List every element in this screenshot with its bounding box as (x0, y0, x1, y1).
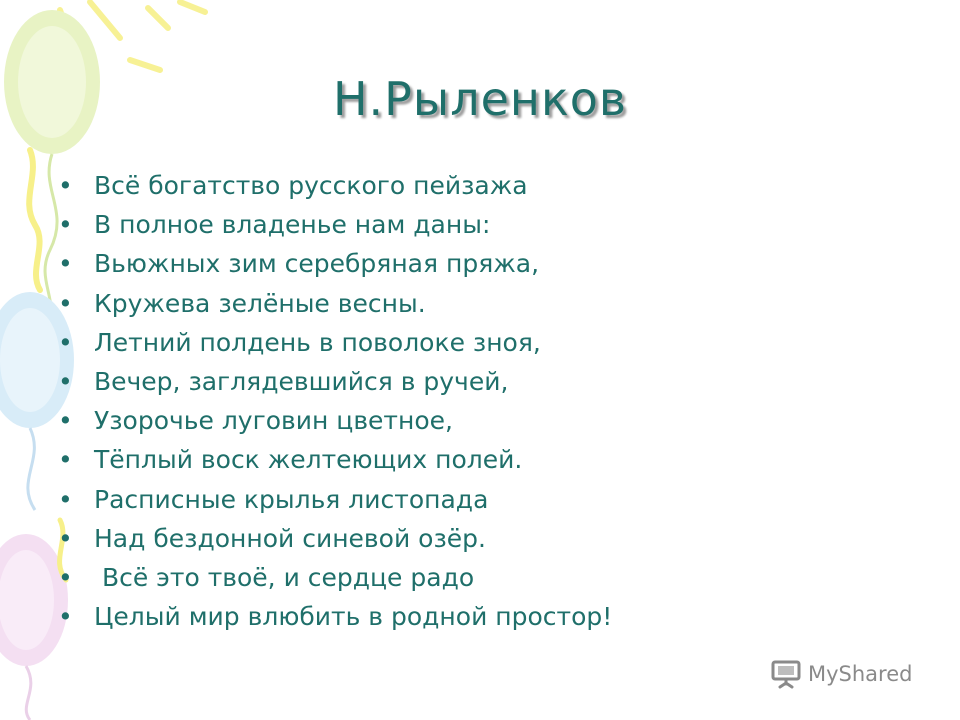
myshared-brand-text: MyShared (808, 662, 913, 686)
poem-line (58, 480, 612, 519)
poem-line-text: Вьюжных зим серебряная пряжа, (94, 249, 540, 279)
bullet: • (58, 523, 73, 553)
poem-line-text: Всё богатство русского пейзажа (94, 171, 528, 200)
poem-line-text: Вечер, заглядевшийся в ручей, (94, 366, 509, 396)
bullet: • (58, 445, 73, 475)
myshared-watermark[interactable] (770, 656, 912, 692)
poem-line (58, 166, 612, 205)
bullet: • (58, 249, 73, 279)
poem-line (58, 205, 612, 244)
bullet: • (58, 562, 73, 592)
poem-line-text: Летний полдень в поволоке зноя, (94, 327, 541, 357)
poem-line (58, 558, 612, 597)
poem-list (58, 166, 612, 636)
bullet: • (58, 210, 73, 240)
myshared-logo-icon (770, 657, 804, 691)
bullet: • (58, 406, 73, 436)
poem-line (58, 519, 612, 558)
poem-line-text: Узорочье луговин цветное, (94, 406, 453, 436)
slide-title: Н.Рыленков (332, 72, 628, 126)
poem-line-text: Над бездонной синевой озёр. (94, 523, 486, 553)
poem-line-text: Целый мир влюбить в родной простор! (94, 602, 613, 632)
poem-line (58, 597, 612, 636)
poem-line (58, 244, 612, 283)
bullet: • (58, 288, 73, 318)
poem-line-text: Тёплый воск желтеющих полей. (94, 445, 523, 475)
poem-line (58, 362, 612, 401)
poem-line (58, 401, 612, 440)
bullet: • (58, 602, 73, 632)
poem-line (58, 284, 612, 323)
bullet: • (58, 484, 73, 514)
poem-line-text: Расписные крылья листопада (94, 484, 489, 514)
poem-line-text: Всё это твоё, и сердце радо (94, 562, 475, 592)
poem-line-text: Кружева зелёные весны. (94, 288, 426, 318)
poem-line (58, 323, 612, 362)
bullet: • (58, 327, 73, 357)
bullet: • (58, 366, 73, 396)
poem-line-text: В полное владенье нам даны: (94, 210, 491, 240)
poem-line (58, 440, 612, 479)
bullet: • (58, 171, 73, 200)
